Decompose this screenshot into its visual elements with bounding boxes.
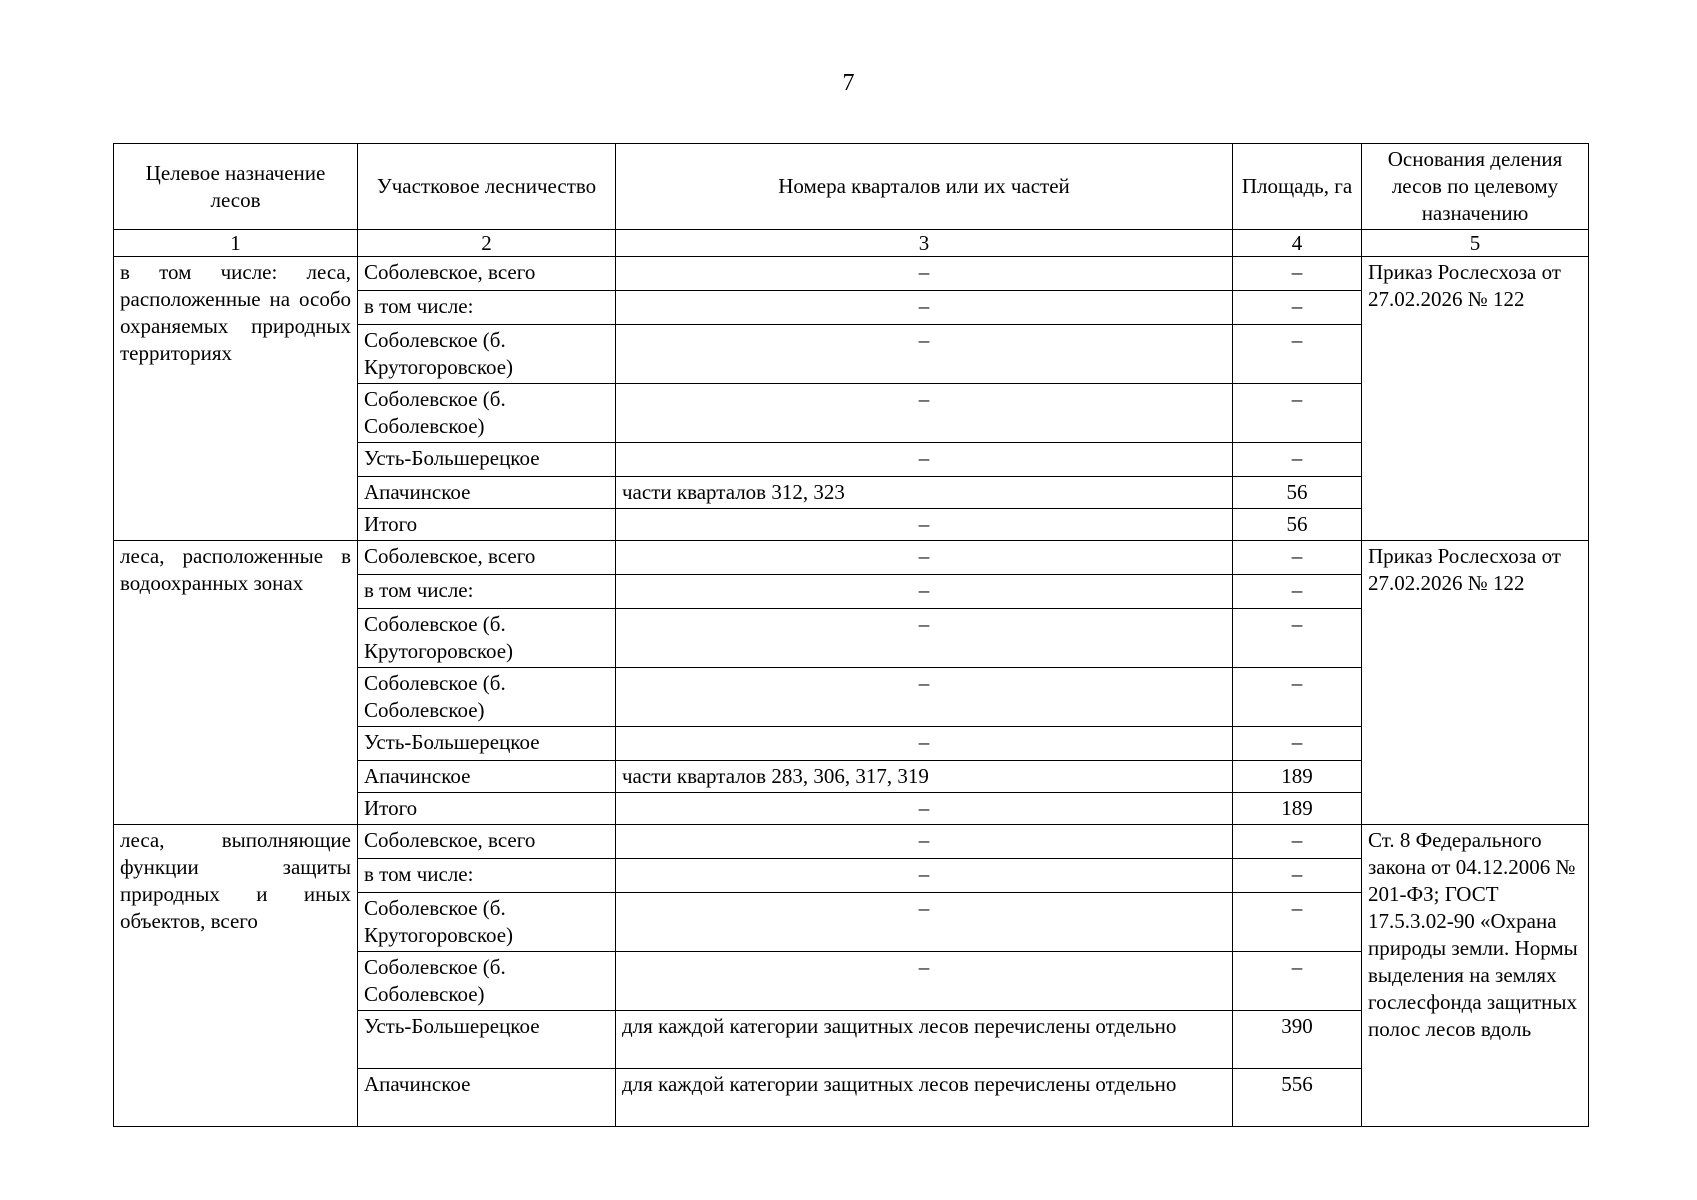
header-basis: Основания деления лесов по целевому назначению [1362, 144, 1589, 230]
forestry-cell: Усть-Большерецкое [358, 443, 616, 477]
column-number: 2 [358, 230, 616, 257]
forest-purpose-table [113, 143, 1589, 1127]
header-area: Площадь, га [1233, 144, 1362, 230]
basis-cell: Приказ Рослесхоза от 27.02.2026 № 122 [1362, 541, 1589, 825]
forestry-cell: Соболевское, всего [358, 257, 616, 291]
forestry-cell: Усть-Большерецкое [358, 1011, 616, 1069]
quarters-cell: – [616, 509, 1233, 541]
forestry-cell: Соболевское, всего [358, 825, 616, 859]
area-cell: – [1233, 257, 1362, 291]
purpose-cell: леса, выполняющие функции защиты природных и иных объектов, всего [114, 825, 358, 1127]
quarters-cell: – [616, 952, 1233, 1011]
area-cell: – [1233, 575, 1362, 609]
quarters-cell: – [616, 575, 1233, 609]
area-cell: – [1233, 952, 1362, 1011]
forestry-cell: Соболевское, всего [358, 541, 616, 575]
area-cell: 556 [1233, 1069, 1362, 1127]
area-cell: 189 [1233, 761, 1362, 793]
forestry-cell: Итого [358, 793, 616, 825]
area-cell: – [1233, 893, 1362, 952]
quarters-cell: – [616, 257, 1233, 291]
quarters-cell: – [616, 384, 1233, 443]
header-purpose: Целевое назначение лесов [114, 144, 358, 230]
forestry-cell: в том числе: [358, 859, 616, 893]
purpose-cell: в том числе: леса, расположенные на особо охраняемых природных территориях [114, 257, 358, 541]
quarters-cell: – [616, 668, 1233, 727]
basis-cell: Ст. 8 Федерального закона от 04.12.2006 № 201-ФЗ; ГОСТ 17.5.3.02-90 «Охрана природы земли. Нормы выделения на землях гослесфонда защитных полос лесов вдоль [1362, 825, 1589, 1127]
forestry-cell: Соболевское (б. Крутогоровское) [358, 893, 616, 952]
forestry-cell: Соболевское (б. Соболевское) [358, 384, 616, 443]
table-header-row [114, 144, 1589, 230]
quarters-cell: для каждой категории защитных лесов перечислены отдельно [616, 1011, 1233, 1069]
area-cell: – [1233, 443, 1362, 477]
quarters-cell: – [616, 893, 1233, 952]
area-cell: 56 [1233, 477, 1362, 509]
quarters-cell: – [616, 541, 1233, 575]
column-number-row [114, 230, 1589, 257]
area-cell: – [1233, 384, 1362, 443]
forestry-cell: Апачинское [358, 1069, 616, 1127]
area-cell: – [1233, 325, 1362, 384]
column-number: 5 [1362, 230, 1589, 257]
table-row [114, 825, 1589, 859]
area-cell: – [1233, 609, 1362, 668]
quarters-cell: части кварталов 283, 306, 317, 319 [616, 761, 1233, 793]
area-cell: – [1233, 291, 1362, 325]
area-cell: – [1233, 727, 1362, 761]
forestry-cell: Соболевское (б. Крутогоровское) [358, 325, 616, 384]
purpose-cell: леса, расположенные в водоохранных зонах [114, 541, 358, 825]
quarters-cell: – [616, 825, 1233, 859]
column-number: 3 [616, 230, 1233, 257]
quarters-cell: – [616, 325, 1233, 384]
quarters-cell: – [616, 793, 1233, 825]
forestry-cell: в том числе: [358, 291, 616, 325]
forestry-cell: Апачинское [358, 761, 616, 793]
table-row [114, 257, 1589, 291]
area-cell: – [1233, 825, 1362, 859]
area-cell: 390 [1233, 1011, 1362, 1069]
quarters-cell: для каждой категории защитных лесов перечислены отдельно [616, 1069, 1233, 1127]
quarters-cell: – [616, 291, 1233, 325]
quarters-cell: – [616, 609, 1233, 668]
table-row [114, 541, 1589, 575]
area-cell: 189 [1233, 793, 1362, 825]
forestry-cell: Усть-Большерецкое [358, 727, 616, 761]
column-number: 4 [1233, 230, 1362, 257]
area-cell: – [1233, 859, 1362, 893]
quarters-cell: – [616, 727, 1233, 761]
forestry-cell: в том числе: [358, 575, 616, 609]
header-quarters: Номера кварталов или их частей [616, 144, 1233, 230]
page-number: 7 [842, 70, 855, 96]
forestry-cell: Соболевское (б. Крутогоровское) [358, 609, 616, 668]
header-forestry: Участковое лесничество [358, 144, 616, 230]
quarters-cell: части кварталов 312, 323 [616, 477, 1233, 509]
quarters-cell: – [616, 859, 1233, 893]
basis-cell: Приказ Рослесхоза от 27.02.2026 № 122 [1362, 257, 1589, 541]
column-number: 1 [114, 230, 358, 257]
forestry-cell: Апачинское [358, 477, 616, 509]
area-cell: 56 [1233, 509, 1362, 541]
forestry-cell: Итого [358, 509, 616, 541]
forestry-cell: Соболевское (б. Соболевское) [358, 952, 616, 1011]
forestry-cell: Соболевское (б. Соболевское) [358, 668, 616, 727]
area-cell: – [1233, 541, 1362, 575]
quarters-cell: – [616, 443, 1233, 477]
area-cell: – [1233, 668, 1362, 727]
